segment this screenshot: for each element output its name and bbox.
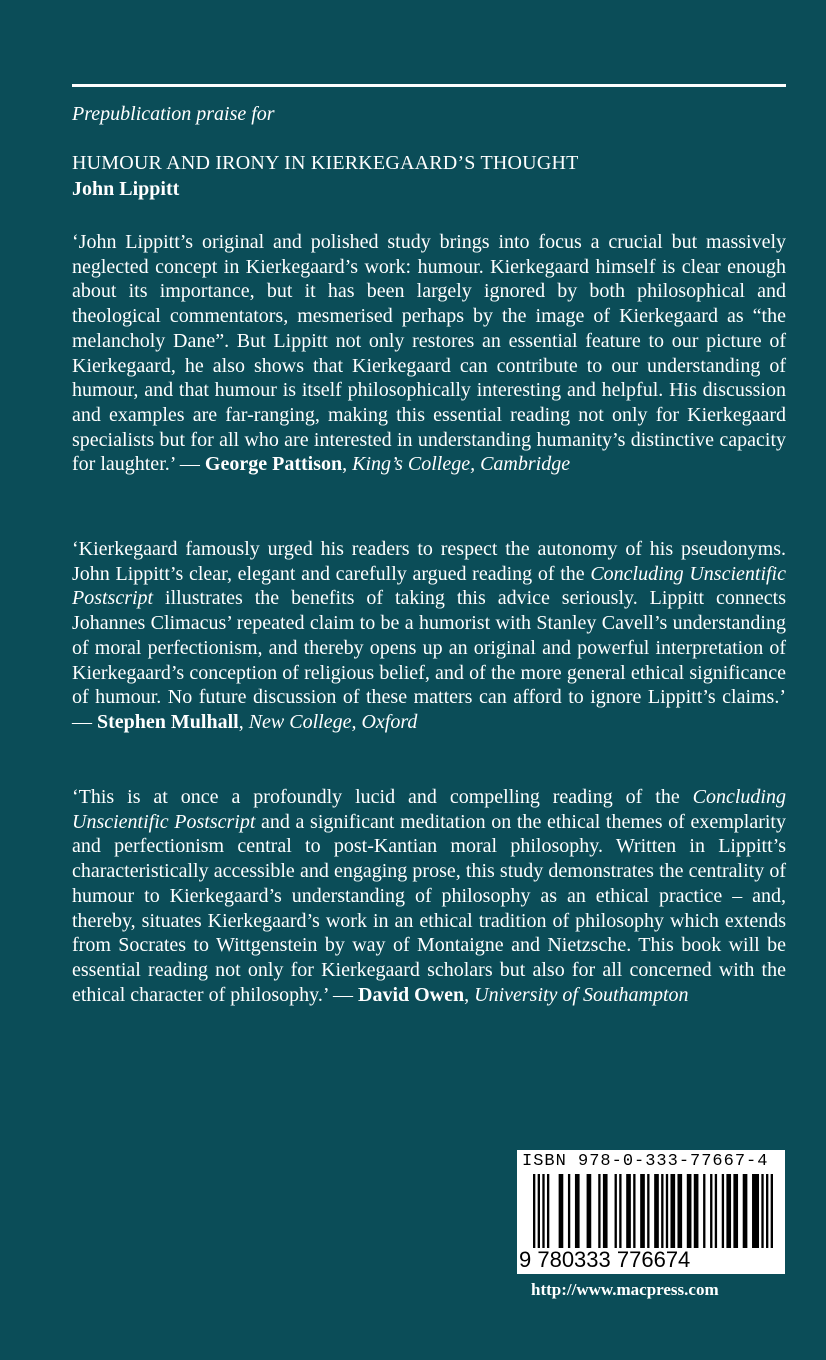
reviewer-institution: King’s College, Cambridge (352, 453, 571, 476)
review-quote-owen: ‘This is at once a profoundly lucid and compelling reading of the Concluding Unscientific Postscript and a significant meditation on the ethical themes of exemplarity and perfectionism central to post-Kantian moral philosophy. Written in Lippitt’s characteristically accessible and engaging prose, this study demonstrates the centrality of humour to Kierkegaard’s understanding of philosophy as an ethical practice – and, thereby, situates Kierkegaard’s work in an ethical tradition of philosophy which extends from Socrates to Wittgenstein by way of Montaigne and Nietzsche. This book will be essential reading not only for Kierkegaard scholars but also for all concerned with the ethical character of philosophy.’ — David Owen, University of Southampton (72, 786, 786, 1006)
barcode-bar (715, 1174, 717, 1248)
barcode-bar (761, 1174, 763, 1248)
barcode-bar (661, 1174, 663, 1248)
quote-text-continued: illustrates the benefits of taking this advice seriously. Lippitt connects Johannes Climacus’ repeated claim to be a humorist with Stanley Cavell’s understanding of moral perfectionism, and thereby opens up an original and powerful interpretation of Kierkegaard’s conception of religious belief, and of the more general ethical significance of humour. No future discussion of these matters can afford to ignore Lippitt’s claims.’ — (72, 587, 786, 733)
barcode-bar (694, 1174, 699, 1248)
barcode-digits: 9 780333 776674 (519, 1247, 691, 1272)
barcode-bar (733, 1174, 738, 1248)
barcode-bar (575, 1174, 580, 1248)
barcode-bar (771, 1174, 773, 1248)
barcode-bar (633, 1174, 635, 1248)
quote-text-continued: and a significant meditation on the ethical themes of exemplarity and perfectionism central to post-Kantian moral philosophy. Written in Lippitt’s characteristically accessible and engaging prose, this study demonstrates the centrality of humour to Kierkegaard’s understanding of philosophy as an ethical practice – and, thereby, situates Kierkegaard’s work in an ethical tradition of philosophy which extends from Socrates to Wittgenstein by way of Montaigne and Nietzsche. This book will be essential reading not only for Kierkegaard scholars but also for all concerned with the ethical character of philosophy.’ — (72, 810, 786, 1006)
barcode-bar (703, 1174, 705, 1248)
barcode-bar (647, 1174, 649, 1248)
barcode-bar (568, 1174, 570, 1248)
quote-text: ‘This is at once a profoundly lucid and compelling reading of the (72, 786, 693, 808)
quote-text: ‘John Lippitt’s original and polished study brings into focus a crucial but massively neglected concept in Kierkegaard’s work: humour. Kierkegaard himself is clear enough about its importance, but it has been largely ignored by both philosophical and theological commentators, mesmerised perhaps by the image of Kierkegaard as “the melancholy Dane”. But Lippitt not only restores an essential feature to our picture of Kierkegaard, he also shows that Kierkegaard can contribute to our understanding of humour, and that humour is itself philosophically interesting and helpful. His discussion and examples are far-ranging, making this essential reading not only for Kierkegaard specialists but for all who are interested in understanding humanity’s distinctive capacity for laughter.’ — (72, 231, 786, 476)
barcode-bar (726, 1174, 731, 1248)
quote-book-title: Concluding Unscientific Postscript (72, 562, 786, 610)
reviewer-institution: New College, Oxford (248, 710, 418, 733)
publisher-url[interactable]: http://www.macpress.com (531, 1280, 719, 1299)
barcode-bar (626, 1174, 631, 1248)
barcode-bar (533, 1174, 535, 1248)
barcode-bar (538, 1174, 540, 1248)
reviewer-name: Stephen Mulhall (97, 710, 239, 733)
book-title: HUMOUR AND IRONY IN KIERKEGAARD’S THOUGHT (72, 152, 579, 174)
barcode-bar (598, 1174, 600, 1248)
reviewer-institution: University of Southampton (474, 983, 689, 1006)
top-rule (72, 84, 786, 87)
isbn-label: ISBN 978-0-333-77667-4 (522, 1152, 769, 1171)
barcode-bar (677, 1174, 682, 1248)
book-author: John Lippitt (72, 178, 180, 200)
barcode-bar (547, 1174, 549, 1248)
prepublication-label: Prepublication praise for (72, 103, 275, 125)
reviewer-name: David Owen (358, 983, 465, 1006)
isbn-barcode (517, 1150, 785, 1274)
barcode-bar (615, 1174, 617, 1248)
barcode-bar (722, 1174, 724, 1248)
reviewer-name: George Pattison (204, 453, 343, 476)
barcode-bar (710, 1174, 712, 1248)
barcode-bar (559, 1174, 564, 1248)
barcode-bar (752, 1174, 759, 1248)
barcode-bars (533, 1174, 773, 1248)
quote-text: ‘Kierkegaard famously urged his readers to respect the autonomy of his pseudonyms. John Lippitt’s clear, elegant and carefully argued reading of the (72, 538, 786, 585)
barcode-bar (766, 1174, 768, 1248)
barcode-bar (654, 1174, 659, 1248)
barcode-bar (619, 1174, 621, 1248)
review-quote-mulhall: ‘Kierkegaard famously urged his readers to respect the autonomy of his pseudonyms. John Lippitt’s clear, elegant and carefully argued reading of the Concluding Unscientific Postscript illustrates the benefits of taking this advice seriously. Lippitt connects Johannes Climacus’ repeated claim to be a humorist with Stanley Cavell’s understanding of moral perfectionism, and thereby opens up an original and powerful interpretation of Kierkegaard’s conception of religious belief, and of the more general ethical significance of humour. No future discussion of these matters can afford to ignore Lippitt’s claims.’ — Stephen Mulhall, New College, Oxford (72, 538, 786, 733)
barcode-bar (743, 1174, 748, 1248)
barcode-bar (587, 1174, 592, 1248)
review-quote-pattison: ‘John Lippitt’s original and polished study brings into focus a crucial but massively neglected concept in Kierkegaard’s work: humour. Kierkegaard himself is clear enough about its importance, but it has been largely ignored by both philosophical and theological commentators, mesmerised perhaps by the image of Kierkegaard as “the melancholy Dane”. But Lippitt not only restores an essential feature to our picture of Kierkegaard, he also shows that Kierkegaard can contribute to our understanding of humour, and that humour is itself philosophically interesting and helpful. His discussion and examples are far-ranging, making this essential reading not only for Kierkegaard specialists but for all who are interested in understanding humanity’s distinctive capacity for laughter.’ — George Pattison, King’s College, Cambridge (72, 231, 786, 476)
barcode-bar (640, 1174, 645, 1248)
barcode-bar (603, 1174, 608, 1248)
barcode-bar (687, 1174, 692, 1248)
barcode-bar (670, 1174, 675, 1248)
barcode-bar (542, 1174, 544, 1248)
barcode-bar (666, 1174, 668, 1248)
quote-book-title: Concluding Unscientific Postscript (72, 786, 786, 833)
